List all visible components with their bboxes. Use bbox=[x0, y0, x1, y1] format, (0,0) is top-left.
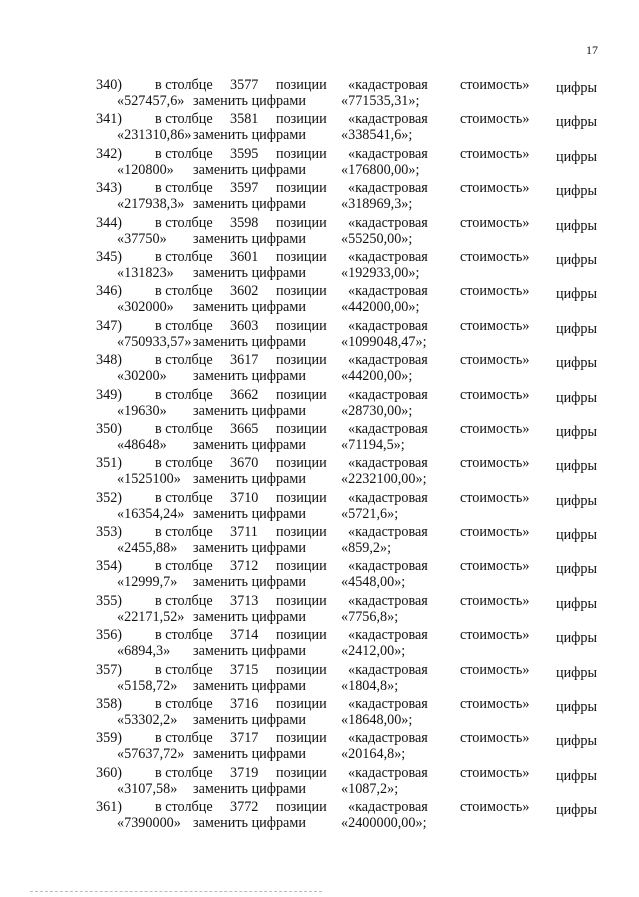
old-value: «53302,2» bbox=[117, 712, 178, 729]
position-number: 3597 bbox=[230, 180, 259, 197]
position-number: 3598 bbox=[230, 214, 259, 231]
digits-word: цифры bbox=[556, 320, 598, 337]
column-phrase: в столбце bbox=[155, 386, 213, 403]
column-phrase: в столбце bbox=[155, 214, 213, 231]
amendment-entry bbox=[0, 558, 639, 592]
amendment-entry bbox=[0, 696, 639, 730]
entry-number: 347) bbox=[96, 317, 123, 334]
position-word: позиции bbox=[276, 661, 327, 678]
page-number: 17 bbox=[586, 43, 598, 57]
amendment-entry bbox=[0, 421, 639, 455]
entry-number: 341) bbox=[96, 111, 123, 128]
amendment-entry bbox=[0, 524, 639, 558]
old-value: «217938,3» bbox=[117, 196, 185, 213]
new-value: «1804,8»; bbox=[341, 677, 399, 694]
column-phrase: в столбце bbox=[155, 180, 213, 197]
column-phrase: в столбце bbox=[155, 730, 213, 747]
cadastral-word: «кадастровая bbox=[348, 283, 428, 300]
new-value: «44200,00»; bbox=[341, 368, 413, 385]
replace-phrase: заменить цифрами bbox=[193, 643, 306, 660]
old-value: «5158,72» bbox=[117, 677, 178, 694]
column-phrase: в столбце bbox=[155, 77, 213, 93]
new-value: «18648,00»; bbox=[341, 712, 413, 729]
position-number: 3715 bbox=[230, 661, 259, 678]
digits-word: цифры bbox=[556, 664, 598, 681]
old-value: «48648» bbox=[117, 436, 167, 453]
new-value: «1087,2»; bbox=[341, 780, 399, 797]
column-phrase: в столбце bbox=[155, 558, 213, 575]
position-word: позиции bbox=[276, 730, 327, 747]
position-word: позиции bbox=[276, 283, 327, 300]
old-value: «1525100» bbox=[117, 471, 181, 488]
new-value: «71194,5»; bbox=[341, 436, 405, 453]
new-value: «176800,00»; bbox=[341, 161, 420, 178]
cost-word: стоимость» bbox=[460, 455, 530, 472]
entry-number: 357) bbox=[96, 661, 123, 678]
position-word: позиции bbox=[276, 420, 327, 437]
cost-word: стоимость» bbox=[460, 111, 530, 128]
new-value: «20164,8»; bbox=[341, 746, 406, 763]
cadastral-word: «кадастровая bbox=[348, 799, 428, 816]
replace-phrase: заменить цифрами bbox=[193, 780, 306, 797]
entry-number: 350) bbox=[96, 420, 123, 437]
digits-word: цифры bbox=[556, 355, 598, 372]
replace-phrase: заменить цифрами bbox=[193, 540, 306, 557]
cost-word: стоимость» bbox=[460, 730, 530, 747]
digits-word: цифры bbox=[556, 458, 598, 475]
position-number: 3716 bbox=[230, 696, 259, 713]
cost-word: стоимость» bbox=[460, 145, 530, 162]
position-number: 3714 bbox=[230, 627, 259, 644]
digits-word: цифры bbox=[556, 527, 598, 544]
replace-phrase: заменить цифрами bbox=[193, 746, 306, 763]
entry-number: 352) bbox=[96, 489, 123, 506]
amendment-entry bbox=[0, 318, 639, 352]
column-phrase: в столбце bbox=[155, 111, 213, 128]
cadastral-word: «кадастровая bbox=[348, 420, 428, 437]
cadastral-word: «кадастровая bbox=[348, 180, 428, 197]
replace-phrase: заменить цифрами bbox=[193, 368, 306, 385]
cost-word: стоимость» bbox=[460, 386, 530, 403]
position-word: позиции bbox=[276, 764, 327, 781]
new-value: «28730,00»; bbox=[341, 402, 413, 419]
cadastral-word: «кадастровая bbox=[348, 627, 428, 644]
new-value: «2412,00»; bbox=[341, 643, 406, 660]
cadastral-word: «кадастровая bbox=[348, 489, 428, 506]
cadastral-word: «кадастровая bbox=[348, 524, 428, 541]
digits-word: цифры bbox=[556, 183, 598, 200]
digits-word: цифры bbox=[556, 595, 598, 612]
position-number: 3602 bbox=[230, 283, 259, 300]
position-number: 3717 bbox=[230, 730, 259, 747]
position-word: позиции bbox=[276, 524, 327, 541]
position-word: позиции bbox=[276, 180, 327, 197]
cadastral-word: «кадастровая bbox=[348, 661, 428, 678]
amendment-list bbox=[0, 77, 639, 834]
replace-phrase: заменить цифрами bbox=[193, 93, 306, 109]
replace-phrase: заменить цифрами bbox=[193, 402, 306, 419]
cost-word: стоимость» bbox=[460, 558, 530, 575]
cost-word: стоимость» bbox=[460, 317, 530, 334]
replace-phrase: заменить цифрами bbox=[193, 299, 306, 316]
old-value: «30200» bbox=[117, 368, 167, 385]
column-phrase: в столбце bbox=[155, 696, 213, 713]
new-value: «55250,00»; bbox=[341, 230, 413, 247]
position-number: 3617 bbox=[230, 352, 259, 369]
column-phrase: в столбце bbox=[155, 283, 213, 300]
position-number: 3772 bbox=[230, 799, 259, 816]
column-phrase: в столбце bbox=[155, 489, 213, 506]
digits-word: цифры bbox=[556, 699, 598, 716]
digits-word: цифры bbox=[556, 767, 598, 784]
column-phrase: в столбце bbox=[155, 661, 213, 678]
cost-word: стоимость» bbox=[460, 627, 530, 644]
amendment-entry bbox=[0, 249, 639, 283]
new-value: «859,2»; bbox=[341, 540, 392, 557]
new-value: «4548,00»; bbox=[341, 574, 406, 591]
old-value: «6894,3» bbox=[117, 643, 171, 660]
amendment-entry bbox=[0, 352, 639, 386]
cost-word: стоимость» bbox=[460, 352, 530, 369]
cadastral-word: «кадастровая bbox=[348, 592, 428, 609]
new-value: «1099048,47»; bbox=[341, 333, 427, 350]
replace-phrase: заменить цифрами bbox=[193, 161, 306, 178]
position-number: 3601 bbox=[230, 248, 259, 265]
position-number: 3577 bbox=[230, 77, 259, 93]
cadastral-word: «кадастровая bbox=[348, 730, 428, 747]
cadastral-word: «кадастровая bbox=[348, 214, 428, 231]
new-value: «2400000,00»; bbox=[341, 815, 427, 832]
footer-divider bbox=[30, 891, 322, 892]
old-value: «57637,72» bbox=[117, 746, 185, 763]
cost-word: стоимость» bbox=[460, 180, 530, 197]
cadastral-word: «кадастровая bbox=[348, 317, 428, 334]
amendment-entry bbox=[0, 730, 639, 764]
digits-word: цифры bbox=[556, 114, 598, 131]
old-value: «302000» bbox=[117, 299, 174, 316]
amendment-entry bbox=[0, 490, 639, 524]
position-word: позиции bbox=[276, 145, 327, 162]
entry-number: 359) bbox=[96, 730, 123, 747]
position-number: 3713 bbox=[230, 592, 259, 609]
digits-word: цифры bbox=[556, 423, 598, 440]
column-phrase: в столбце bbox=[155, 592, 213, 609]
amendment-entry bbox=[0, 77, 639, 111]
amendment-entry bbox=[0, 387, 639, 421]
old-value: «7390000» bbox=[117, 815, 181, 832]
position-word: позиции bbox=[276, 558, 327, 575]
cadastral-word: «кадастровая bbox=[348, 386, 428, 403]
position-word: позиции bbox=[276, 77, 327, 93]
column-phrase: в столбце bbox=[155, 524, 213, 541]
position-word: позиции bbox=[276, 799, 327, 816]
entry-number: 342) bbox=[96, 145, 123, 162]
replace-phrase: заменить цифрами bbox=[193, 677, 306, 694]
old-value: «120800» bbox=[117, 161, 174, 178]
cost-word: стоимость» bbox=[460, 214, 530, 231]
position-number: 3710 bbox=[230, 489, 259, 506]
entry-number: 346) bbox=[96, 283, 123, 300]
position-number: 3603 bbox=[230, 317, 259, 334]
column-phrase: в столбце bbox=[155, 352, 213, 369]
cadastral-word: «кадастровая bbox=[348, 248, 428, 265]
column-phrase: в столбце bbox=[155, 317, 213, 334]
position-number: 3662 bbox=[230, 386, 259, 403]
cost-word: стоимость» bbox=[460, 799, 530, 816]
entry-number: 353) bbox=[96, 524, 123, 541]
replace-phrase: заменить цифрами bbox=[193, 196, 306, 213]
digits-word: цифры bbox=[556, 733, 598, 750]
column-phrase: в столбце bbox=[155, 420, 213, 437]
cadastral-word: «кадастровая bbox=[348, 111, 428, 128]
column-phrase: в столбце bbox=[155, 799, 213, 816]
old-value: «37750» bbox=[117, 230, 167, 247]
column-phrase: в столбце bbox=[155, 248, 213, 265]
position-word: позиции bbox=[276, 386, 327, 403]
digits-word: цифры bbox=[556, 389, 598, 406]
cost-word: стоимость» bbox=[460, 696, 530, 713]
position-number: 3581 bbox=[230, 111, 259, 128]
old-value: «3107,58» bbox=[117, 780, 178, 797]
cadastral-word: «кадастровая bbox=[348, 558, 428, 575]
entry-number: 344) bbox=[96, 214, 123, 231]
digits-word: цифры bbox=[556, 80, 598, 96]
position-word: позиции bbox=[276, 455, 327, 472]
position-word: позиции bbox=[276, 248, 327, 265]
cost-word: стоимость» bbox=[460, 489, 530, 506]
entry-number: 345) bbox=[96, 248, 123, 265]
replace-phrase: заменить цифрами bbox=[193, 815, 306, 832]
digits-word: цифры bbox=[556, 492, 598, 509]
position-number: 3719 bbox=[230, 764, 259, 781]
position-number: 3665 bbox=[230, 420, 259, 437]
old-value: «2455,88» bbox=[117, 540, 178, 557]
entry-number: 356) bbox=[96, 627, 123, 644]
amendment-entry bbox=[0, 455, 639, 489]
new-value: «5721,6»; bbox=[341, 505, 399, 522]
new-value: «318969,3»; bbox=[341, 196, 413, 213]
cadastral-word: «кадастровая bbox=[348, 764, 428, 781]
cadastral-word: «кадастровая bbox=[348, 455, 428, 472]
replace-phrase: заменить цифрами bbox=[193, 712, 306, 729]
replace-phrase: заменить цифрами bbox=[193, 471, 306, 488]
cost-word: стоимость» bbox=[460, 77, 530, 93]
position-number: 3711 bbox=[230, 524, 258, 541]
digits-word: цифры bbox=[556, 217, 598, 234]
cost-word: стоимость» bbox=[460, 661, 530, 678]
cost-word: стоимость» bbox=[460, 420, 530, 437]
column-phrase: в столбце bbox=[155, 455, 213, 472]
replace-phrase: заменить цифрами bbox=[193, 436, 306, 453]
new-value: «338541,6»; bbox=[341, 127, 413, 144]
amendment-entry bbox=[0, 765, 639, 799]
cadastral-word: «кадастровая bbox=[348, 696, 428, 713]
entry-number: 343) bbox=[96, 180, 123, 197]
entry-number: 361) bbox=[96, 799, 123, 816]
digits-word: цифры bbox=[556, 802, 598, 819]
cost-word: стоимость» bbox=[460, 248, 530, 265]
new-value: «7756,8»; bbox=[341, 608, 399, 625]
old-value: «527457,6» bbox=[117, 93, 185, 109]
position-number: 3670 bbox=[230, 455, 259, 472]
replace-phrase: заменить цифрами bbox=[193, 608, 306, 625]
digits-word: цифры bbox=[556, 148, 598, 165]
old-value: «22171,52» bbox=[117, 608, 185, 625]
entry-number: 340) bbox=[96, 77, 123, 93]
amendment-entry bbox=[0, 662, 639, 696]
old-value: «16354,24» bbox=[117, 505, 185, 522]
replace-phrase: заменить цифрами bbox=[193, 574, 306, 591]
amendment-entry bbox=[0, 146, 639, 180]
position-word: позиции bbox=[276, 696, 327, 713]
replace-phrase: заменить цифрами bbox=[193, 333, 306, 350]
column-phrase: в столбце bbox=[155, 627, 213, 644]
position-number: 3712 bbox=[230, 558, 259, 575]
replace-phrase: заменить цифрами bbox=[193, 505, 306, 522]
cadastral-word: «кадастровая bbox=[348, 352, 428, 369]
amendment-entry bbox=[0, 593, 639, 627]
entry-number: 360) bbox=[96, 764, 123, 781]
entry-number: 348) bbox=[96, 352, 123, 369]
position-word: позиции bbox=[276, 489, 327, 506]
amendment-entry bbox=[0, 799, 639, 833]
old-value: «12999,7» bbox=[117, 574, 178, 591]
amendment-entry bbox=[0, 180, 639, 214]
old-value: «750933,57» bbox=[117, 333, 192, 350]
replace-phrase: заменить цифрами bbox=[193, 230, 306, 247]
cost-word: стоимость» bbox=[460, 764, 530, 781]
entry-number: 354) bbox=[96, 558, 123, 575]
entry-number: 351) bbox=[96, 455, 123, 472]
column-phrase: в столбце bbox=[155, 764, 213, 781]
amendment-entry bbox=[0, 111, 639, 145]
old-value: «231310,86» bbox=[117, 127, 192, 144]
new-value: «2232100,00»; bbox=[341, 471, 427, 488]
position-number: 3595 bbox=[230, 145, 259, 162]
entry-number: 349) bbox=[96, 386, 123, 403]
digits-word: цифры bbox=[556, 286, 598, 303]
position-word: позиции bbox=[276, 317, 327, 334]
amendment-entry bbox=[0, 627, 639, 661]
cost-word: стоимость» bbox=[460, 283, 530, 300]
entry-number: 358) bbox=[96, 696, 123, 713]
amendment-entry bbox=[0, 283, 639, 317]
new-value: «442000,00»; bbox=[341, 299, 420, 316]
replace-phrase: заменить цифрами bbox=[193, 264, 306, 281]
digits-word: цифры bbox=[556, 561, 598, 578]
position-word: позиции bbox=[276, 111, 327, 128]
digits-word: цифры bbox=[556, 251, 598, 268]
cost-word: стоимость» bbox=[460, 592, 530, 609]
position-word: позиции bbox=[276, 352, 327, 369]
amendment-entry bbox=[0, 215, 639, 249]
new-value: «771535,31»; bbox=[341, 93, 420, 109]
digits-word: цифры bbox=[556, 630, 598, 647]
replace-phrase: заменить цифрами bbox=[193, 127, 306, 144]
position-word: позиции bbox=[276, 214, 327, 231]
cost-word: стоимость» bbox=[460, 524, 530, 541]
column-phrase: в столбце bbox=[155, 145, 213, 162]
old-value: «19630» bbox=[117, 402, 167, 419]
cadastral-word: «кадастровая bbox=[348, 145, 428, 162]
old-value: «131823» bbox=[117, 264, 174, 281]
new-value: «192933,00»; bbox=[341, 264, 420, 281]
cadastral-word: «кадастровая bbox=[348, 77, 428, 93]
entry-number: 355) bbox=[96, 592, 123, 609]
position-word: позиции bbox=[276, 627, 327, 644]
position-word: позиции bbox=[276, 592, 327, 609]
